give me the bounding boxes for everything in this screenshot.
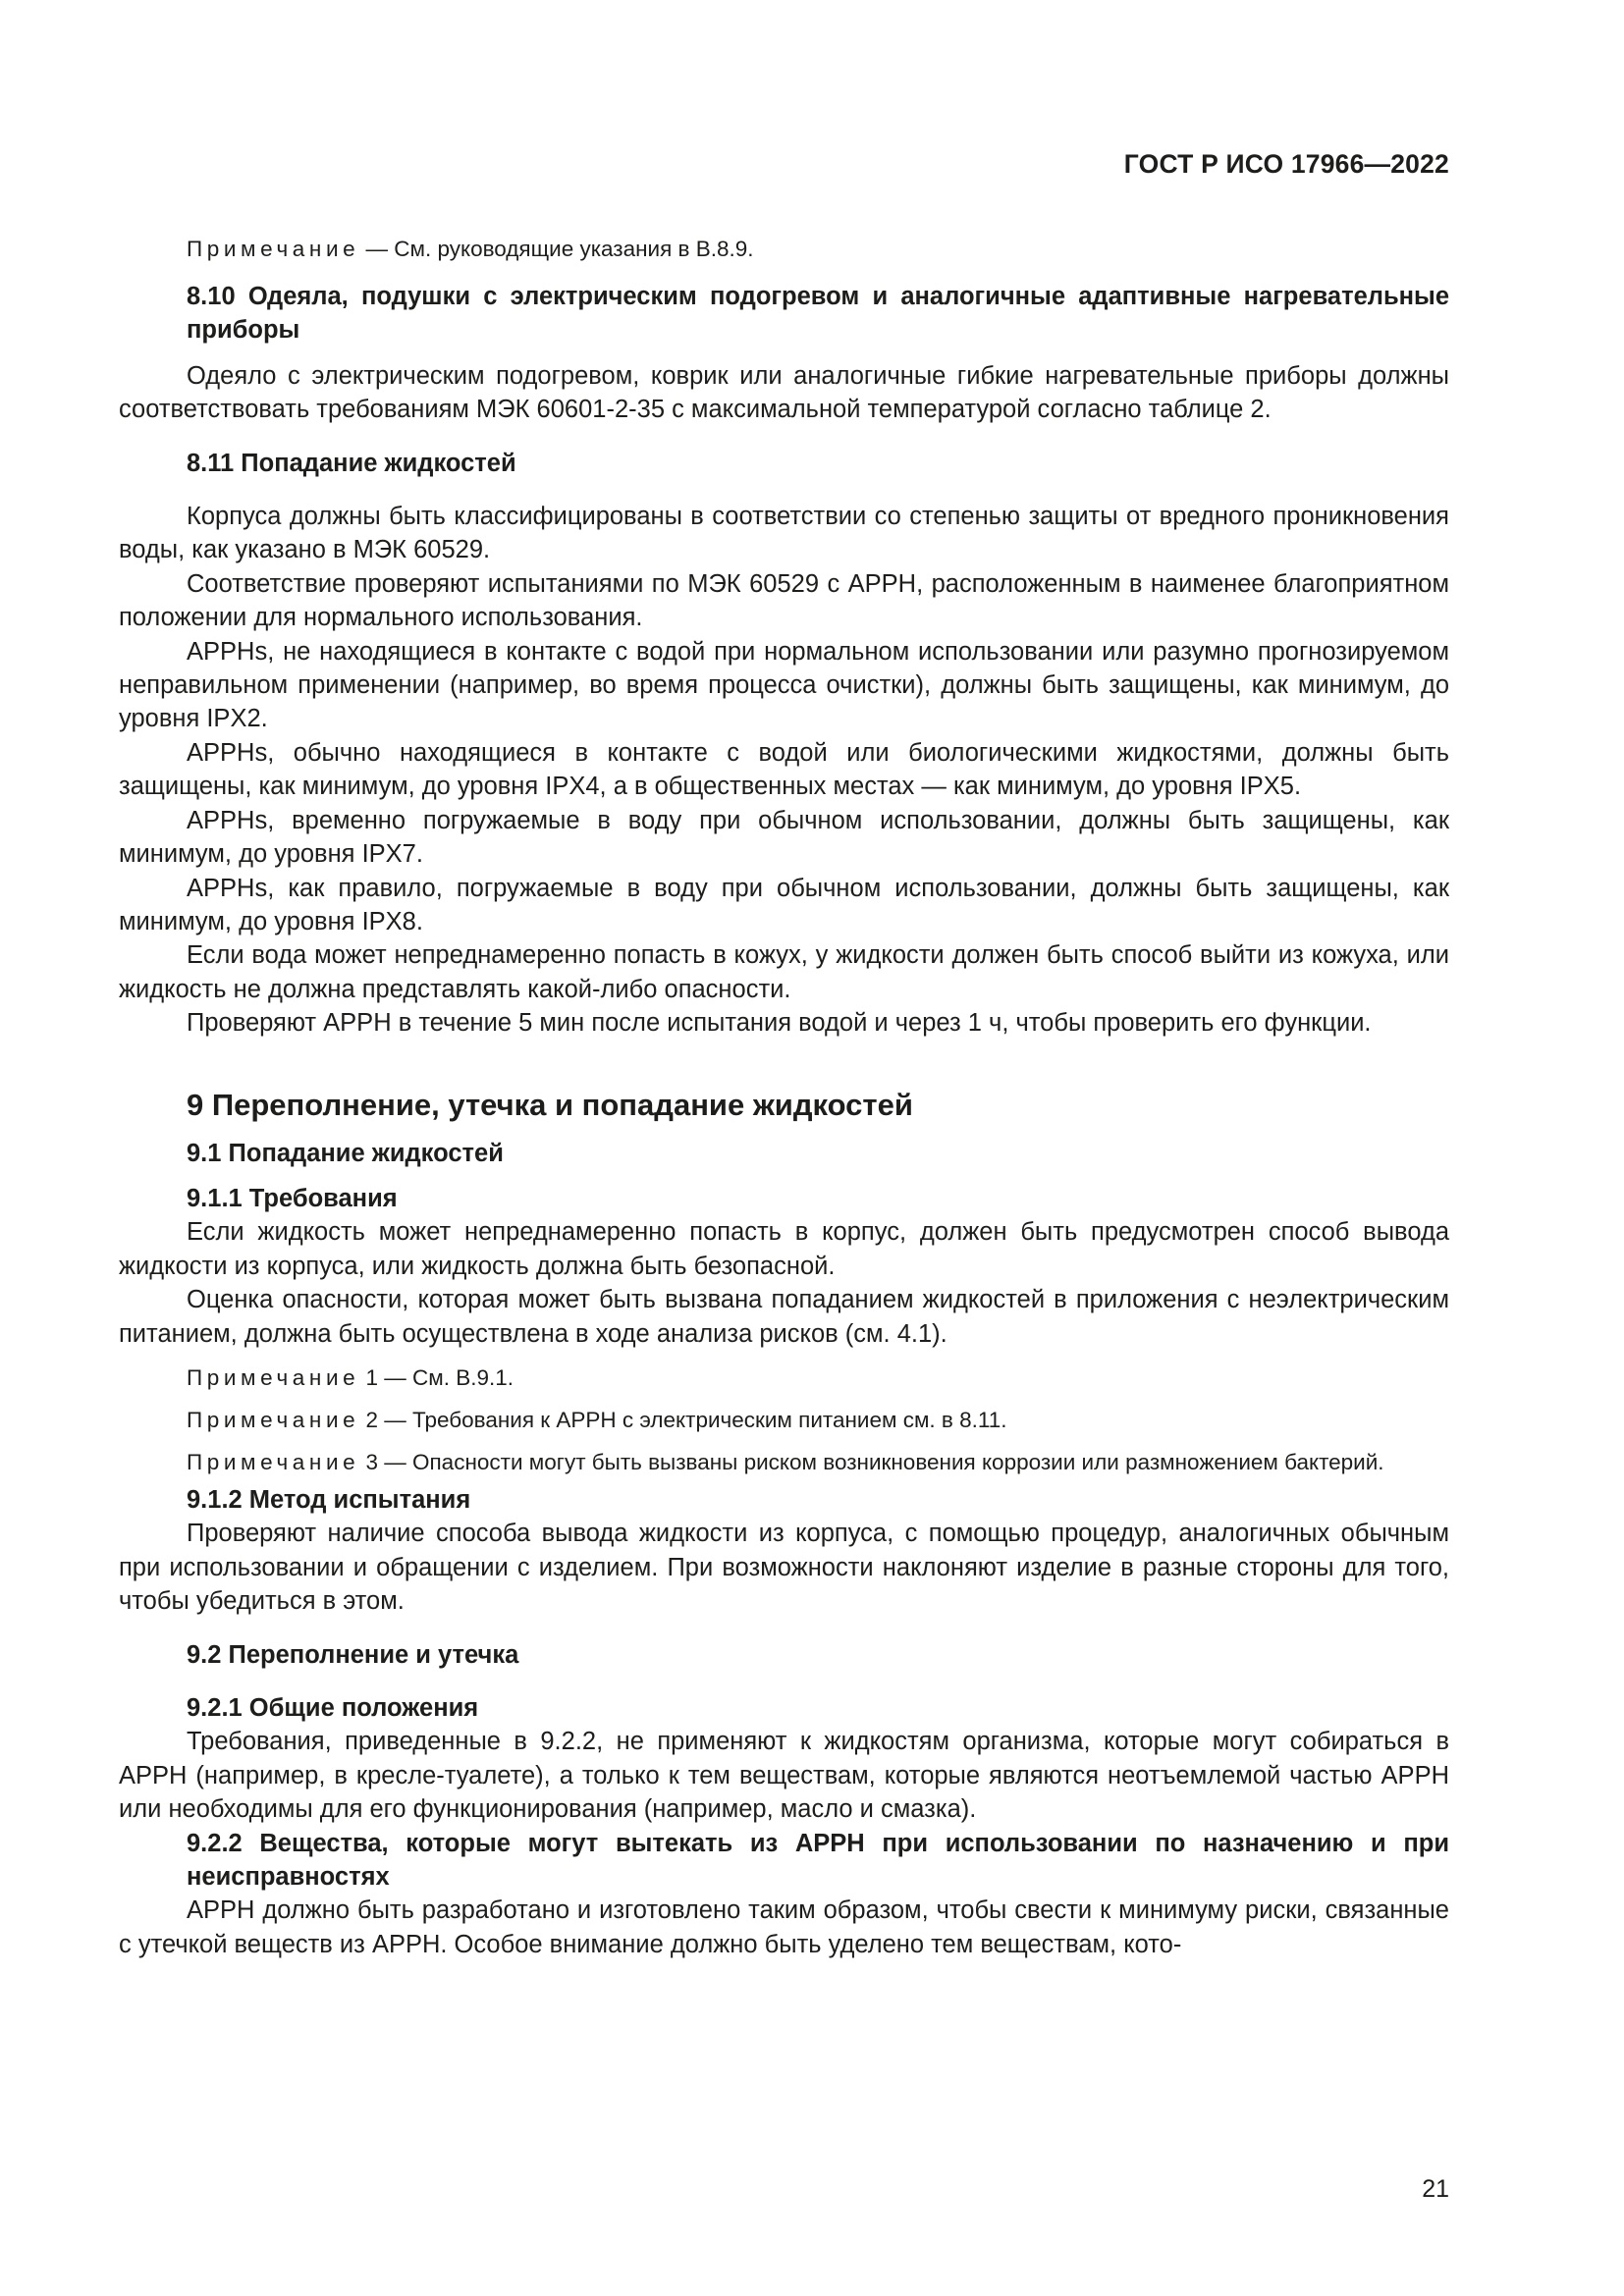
paragraph: APPHs, временно погружаемые в воду при обычном использовании, должны быть защищены, как минимум, до уровня IPX7. bbox=[119, 806, 1449, 869]
note bbox=[119, 234, 1449, 264]
document-code-header: ГОСТ Р ИСО 17966—2022 bbox=[1123, 149, 1449, 179]
note-text: 2 — Требования к APPH с электрическим питанием см. в 8.11. bbox=[359, 1407, 1007, 1432]
note-label: Примечание bbox=[187, 1449, 360, 1474]
note-text: 1 — См. B.9.1. bbox=[359, 1364, 514, 1390]
paragraph: APPHs, как правило, погружаемые в воду при обычном использовании, должны быть защищены, как минимум, до уровня IPX8. bbox=[119, 874, 1449, 935]
note bbox=[119, 1362, 1449, 1393]
note-text: — См. руководящие указания в B.8.9. bbox=[359, 237, 754, 261]
paragraph: APPH должно быть разработано и изготовлено таким образом, чтобы свести к минимуму риски, связанные с утечкой веществ из APPH. Особое внимание должно быть уделено тем веществам, кото- bbox=[119, 1896, 1449, 1958]
paragraph: Требования, приведенные в 9.2.2, не применяют к жидкостям организма, которые могут собираться в APPH (например, в кресле-туалете), а только к тем веществам, которые являются неотъемлемой частью APPH или необходимы для его функционирования (например, масло и смазка). bbox=[119, 1728, 1449, 1824]
note bbox=[119, 1405, 1449, 1435]
clause-heading: 9.1.1 Требования bbox=[187, 1184, 398, 1212]
paragraph: Если жидкость может непреднамеренно попасть в корпус, должен быть предусмотрен способ вывода жидкости из корпуса, или жидкость должна быть безопасной. bbox=[119, 1218, 1449, 1280]
paragraph: Если вода может непреднамеренно попасть в кожух, у жидкости должен быть способ выйти из кожуха, или жидкость не должна представлять какой-либо опасности. bbox=[119, 941, 1449, 1003]
paragraph: APPHs, не находящиеся в контакте с водой при нормальном использовании или разумно прогнозируемом неправильном применении (например, во время процесса очистки), должны быть защищены, как минимум, до уровня IPX2. bbox=[119, 637, 1449, 733]
note-label: Примечание bbox=[187, 1364, 360, 1390]
subsection-heading: 8.10 Одеяла, подушки с электрическим подогревом и аналогичные адаптивные нагревательные приборы bbox=[187, 283, 1449, 345]
note-label: Примечание bbox=[187, 1407, 360, 1432]
note-label: Примечание bbox=[187, 237, 360, 261]
paragraph: Соответствие проверяют испытаниями по МЭК 60529 с APPH, расположенным в наименее благоприятном положении для нормального использования. bbox=[119, 569, 1449, 632]
paragraph: Проверяют наличие способа вывода жидкости из корпуса, с помощью процедур, аналогичных обычным при использовании и обращении с изделием. При возможности наклоняют изделие в разные стороны для того, чтобы убедиться в этом. bbox=[119, 1520, 1449, 1616]
page-number: 21 bbox=[1422, 2175, 1449, 2203]
paragraph: Одеяло с электрическим подогревом, коврик или аналогичные гибкие нагревательные приборы должны соответствовать требованиям МЭК 60601-2-35 с максимальной температурой согласно таблице 2. bbox=[119, 361, 1449, 424]
note bbox=[119, 1447, 1449, 1477]
paragraph: Корпуса должны быть классифицированы в соответствии со степенью защиты от вредного проникновения воды, как указано в МЭК 60529. bbox=[119, 503, 1449, 564]
subsection-heading: 9.2 Переполнение и утечка bbox=[187, 1640, 519, 1669]
paragraph: APPHs, обычно находящиеся в контакте с водой или биологическими жидкостями, должны быть защищены, как минимум, до уровня IPX4, а в общественных местах — как минимум, до уровня IPX5. bbox=[119, 738, 1449, 801]
section-heading: 9 Переполнение, утечка и попадание жидкостей bbox=[187, 1087, 913, 1122]
subsection-heading: 9.1 Попадание жидкостей bbox=[187, 1139, 504, 1167]
note-text: 3 — Опасности могут быть вызваны риском возникновения коррозии или размножением бактерий. bbox=[359, 1449, 1384, 1474]
clause-heading: 9.2.1 Общие положения bbox=[187, 1694, 479, 1722]
subsection-heading: 8.11 Попадание жидкостей bbox=[187, 449, 516, 477]
clause-heading: 9.1.2 Метод испытания bbox=[187, 1485, 471, 1514]
document-body bbox=[119, 228, 1449, 1961]
clause-heading: 9.2.2 Вещества, которые могут вытекать из APPH при использовании по назначению и при неисправностях bbox=[187, 1829, 1449, 1892]
paragraph: Проверяют APPH в течение 5 мин после испытания водой и через 1 ч, чтобы проверить его функции. bbox=[187, 1009, 1372, 1038]
paragraph: Оценка опасности, которая может быть вызвана попаданием жидкостей в приложения с неэлектрическим питанием, должна быть осуществлена в ходе анализа рисков (см. 4.1). bbox=[119, 1286, 1449, 1348]
